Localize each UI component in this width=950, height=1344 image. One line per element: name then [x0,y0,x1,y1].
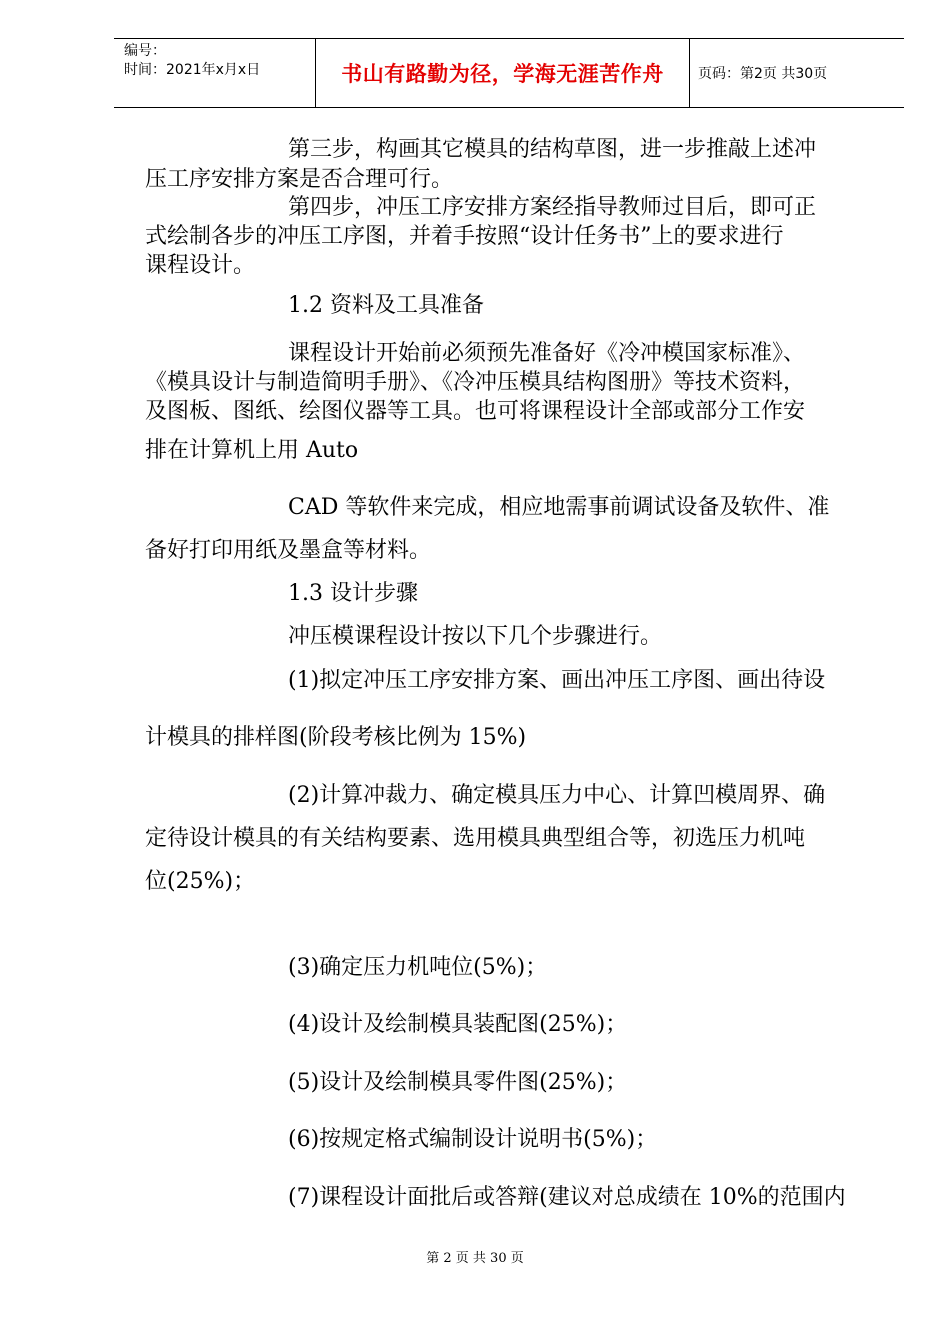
text-line: 第四步，冲压工序安排方案经指导教师过目后，即可正 [288,195,817,220]
text-line: (4)设计及绘制模具装配图(25%)； [288,1012,628,1037]
page-footer [0,1247,950,1266]
text-line: 式绘制各步的冲压工序图，并着手按照“设计任务书”上的要求进行 [145,224,784,249]
text-line: (5)设计及绘制模具零件图(25%)； [288,1070,628,1095]
text-line: (7)课程设计面批后或答辩(建议对总成绩在 10%的范围内 [288,1185,846,1210]
text-line: 位(25%)； [145,869,256,894]
text-line: (6)按规定格式编制设计说明书(5%)； [288,1127,658,1152]
number-label: 编号： [124,43,166,59]
text-line: 排在计算机上用 Auto [145,438,359,463]
text-line: 第三步，构画其它模具的结构草图，进一步推敲上述冲 [288,137,817,162]
text-line: (1)拟定冲压工序安排方案、画出冲压工序图、画出待设 [288,668,826,693]
time-label: 时间：2021年x月x日 [124,62,261,78]
header-motto-cell [316,39,690,107]
text-line: 压工序安排方案是否合理可行。 [145,167,454,192]
text-line: 计模具的排样图(阶段考核比例为 15%) [145,725,527,750]
text-line: 课程设计开始前必须预先准备好《冷冲模国家标准》、 [288,341,806,366]
text-line: 《模具设计与制造简明手册》、《冷冲压模具结构图册》等技术资料， [145,370,806,395]
text-line: 备好打印用纸及墨盒等材料。 [145,538,432,563]
text-line: CAD 等软件来完成，相应地需事前调试设备及软件、准 [288,495,830,520]
text-line: (2)计算冲裁力、确定模具压力中心、计算凹模周界、确 [288,783,826,808]
text-line: 及图板、图纸、绘图仪器等工具。也可将课程设计全部或部分工作安 [145,399,806,424]
header-meta [114,39,316,107]
motto-text: 书山有路勤为径，学海无涯苦作舟 [341,61,664,86]
section-heading: 1.3 设计步骤 [288,581,418,606]
text-line: 定待设计模具的有关结构要素、选用模具典型组合等，初选压力机吨 [145,826,806,851]
text-line: 课程设计。 [145,253,256,278]
page-header [114,38,904,108]
section-heading: 1.2 资料及工具准备 [288,293,484,318]
footer-page-number: 第 2 页 共 30 页 [426,1251,524,1266]
text-line: (3)确定压力机吨位(5%)； [288,955,548,980]
header-page-info: 页码：第2页 共30页 [698,66,828,82]
text-line: 冲压模课程设计按以下几个步骤进行。 [288,624,663,649]
